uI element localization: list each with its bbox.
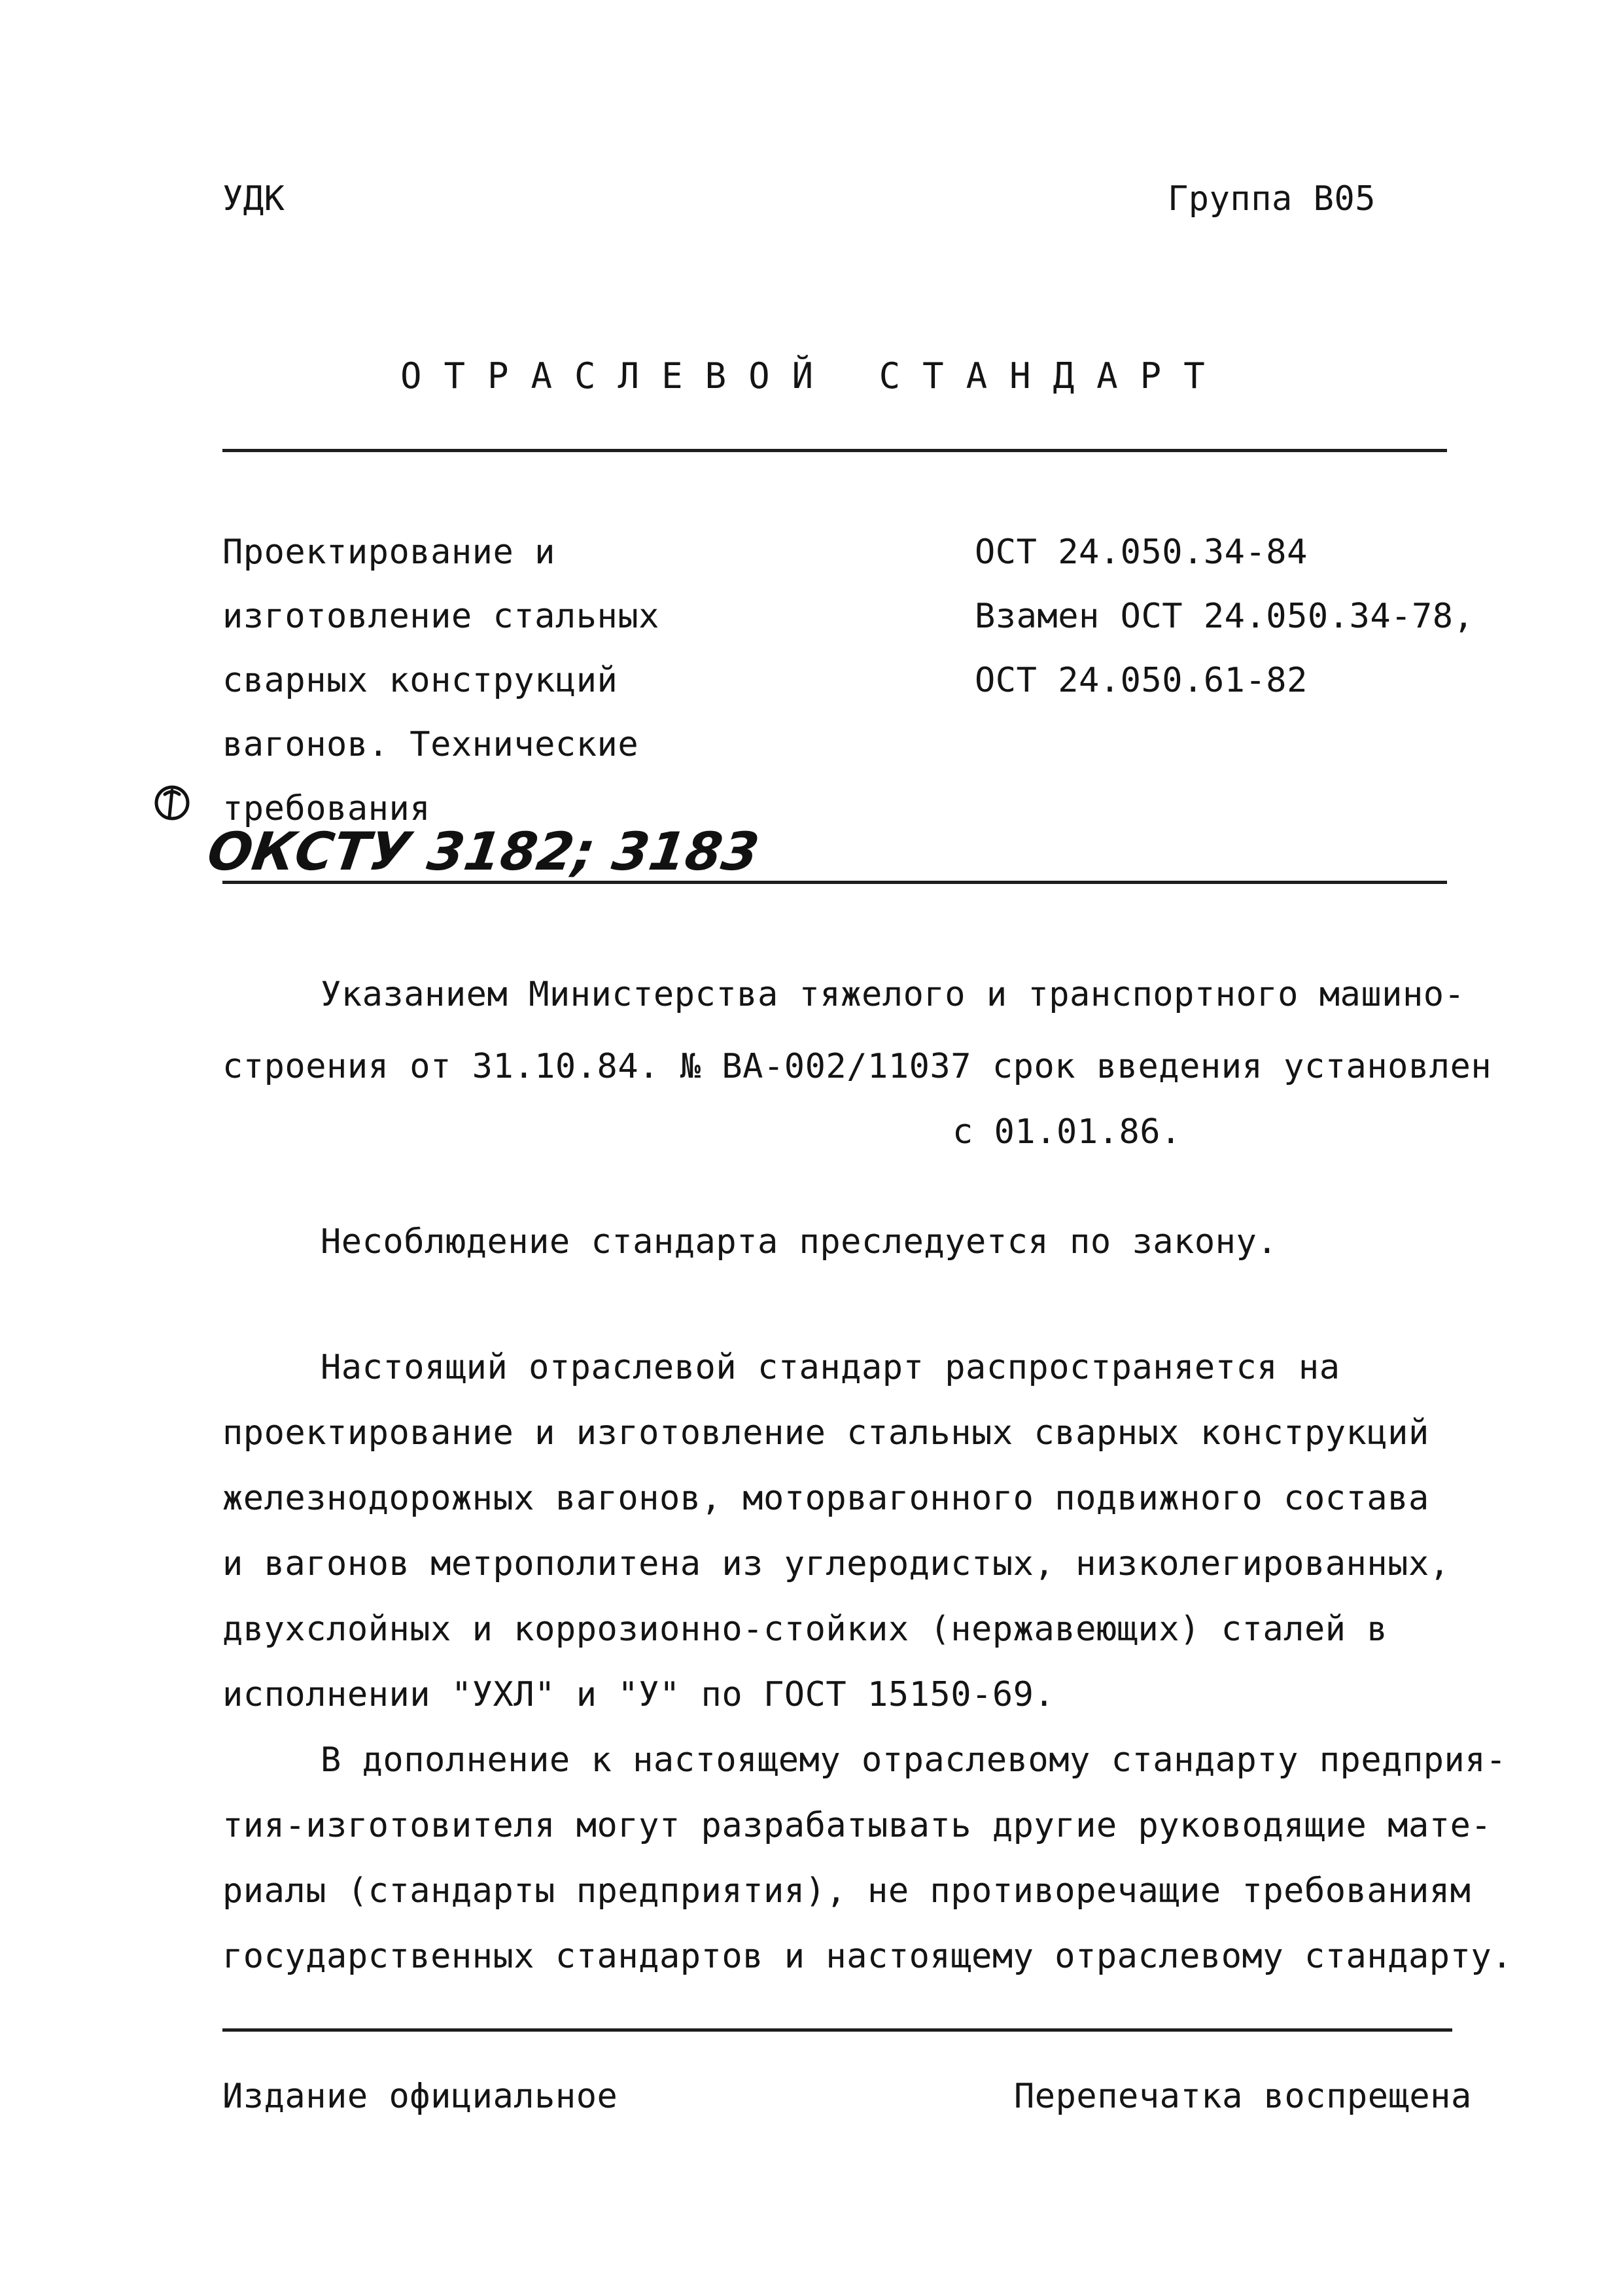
handwritten-okstu: ОКСТУ 3182; 3183 (203, 821, 763, 882)
body-line: Настоящий отраслевой стандарт распространяется на (321, 1348, 1340, 1387)
footer-edition: Издание официальное (222, 2077, 618, 2116)
decree-line: Указанием Министерства тяжелого и транспортного машино- (321, 975, 1465, 1014)
body-line: государственных стандартов и настоящему отраслевому стандарту. (222, 1937, 1513, 1976)
body-line: тия-изготовителя могут разрабатывать другие руководящие мате- (222, 1806, 1492, 1845)
document-title: ОТРАСЛЕВОЙ СТАНДАРТ (400, 355, 1227, 397)
header-rule (222, 881, 1447, 884)
group-label: Группа В05 (1168, 179, 1376, 219)
body-line: двухслойных и коррозионно-стойких (нержавеющих) сталей в (222, 1610, 1388, 1649)
body-line: риалы (стандарты предприятия), не противоречащие требованиям (222, 1871, 1471, 1911)
footer-rule (222, 2028, 1452, 2032)
decree-line: строения от 31.10.84. № ВА-002/11037 срок введения установлен (222, 1047, 1492, 1086)
title-rule (222, 449, 1447, 452)
subject-line: требования (222, 789, 431, 828)
subject-line: изготовление стальных (222, 597, 659, 636)
subject-line: Проектирование и (222, 533, 555, 572)
subject-line: сварных конструкций (222, 661, 618, 700)
body-line: и вагонов метрополитена из углеродистых, низколегированных, (222, 1544, 1450, 1583)
warning-text: Несоблюдение стандарта преследуется по закону. (321, 1222, 1278, 1262)
footer-reprint: Перепечатка воспрещена (1014, 2077, 1472, 2116)
designation-line: Взамен ОСТ 24.050.34-78, (975, 597, 1475, 636)
decree-line: с 01.01.86. (952, 1112, 1181, 1152)
body-line: исполнении "УХЛ" и "У" по ГОСТ 15150-69. (222, 1675, 1055, 1714)
designation-line: ОСТ 24.050.34-84 (975, 533, 1308, 572)
handwritten-mark-icon (152, 783, 192, 823)
designation-line: ОСТ 24.050.61-82 (975, 661, 1308, 700)
body-line: В дополнение к настоящему отраслевому стандарту предприя- (321, 1740, 1507, 1780)
body-line: проектирование и изготовление стальных сварных конструкций (222, 1413, 1429, 1453)
subject-line: вагонов. Технические (222, 725, 639, 764)
body-line: железнодорожных вагонов, моторвагонного подвижного состава (222, 1479, 1429, 1518)
udk-label: УДК (222, 179, 285, 219)
